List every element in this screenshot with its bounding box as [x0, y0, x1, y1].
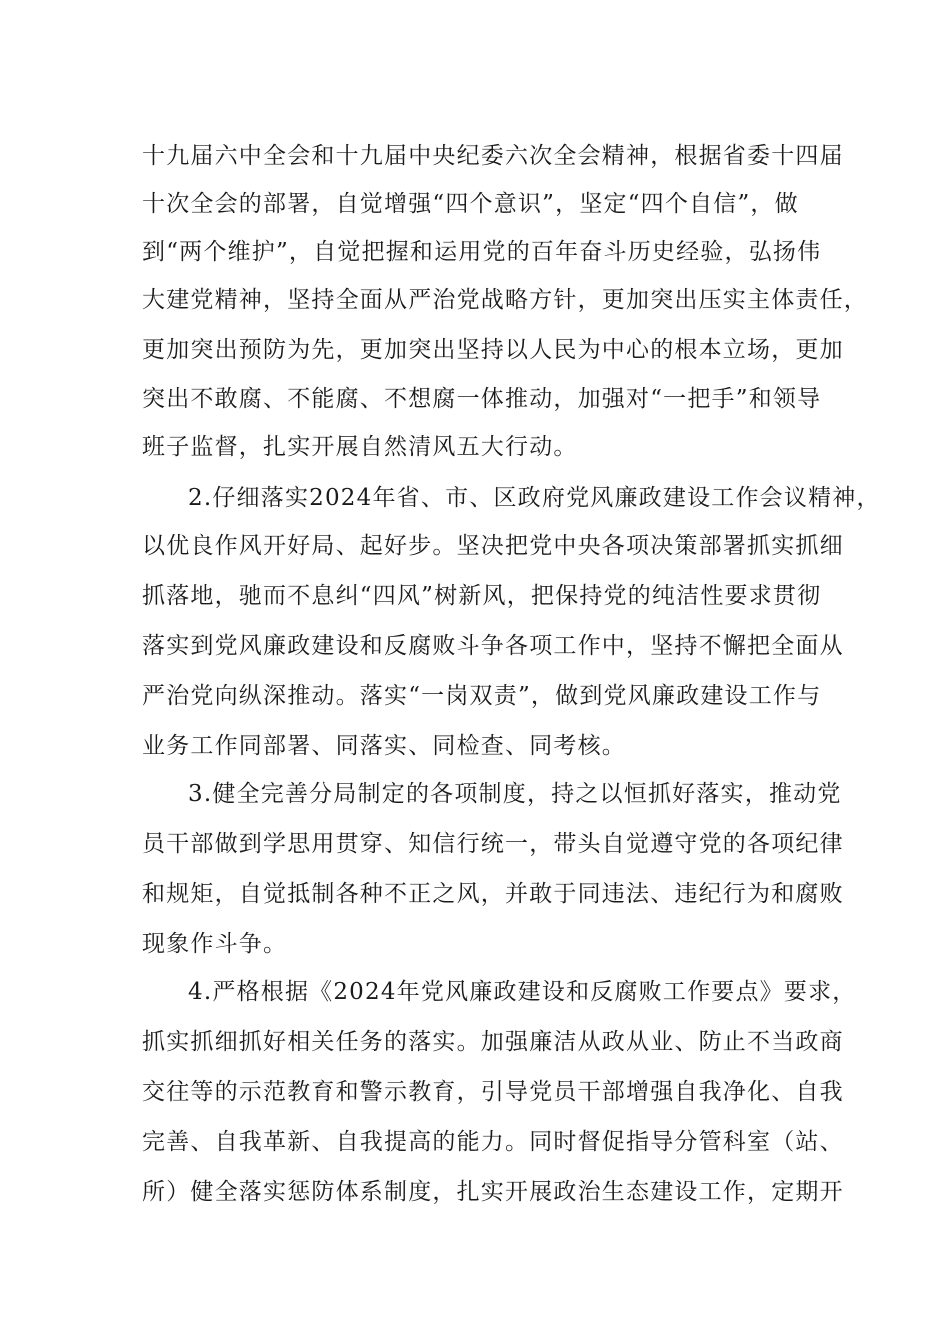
text-line: 抓实抓细抓好相关任务的落实。加强廉洁从政从业、防止不当政商	[142, 1029, 844, 1055]
text-line: 员干部做到学思用贯穿、知信行统一，带头自觉遵守党的各项纪律	[142, 831, 844, 857]
text-line: 以优良作风开好局、起好步。坚决把党中央各项决策部署抓实抓细	[142, 533, 844, 559]
text-line: 交往等的示范教育和警示教育，引导党员干部增强自我净化、自我	[142, 1079, 844, 1105]
text-line: 现象作斗争。	[142, 931, 288, 957]
text-line: 班子监督，扎实开展自然清风五大行动。	[142, 434, 578, 460]
paragraph-3-first-line: 3.健全完善分局制定的各项制度，持之以恒抓好落实，推动党	[188, 781, 842, 807]
text-line: 更加突出预防为先，更加突出坚持以人民为中心的根本立场，更加	[142, 337, 844, 363]
text-line: 抓落地，驰而不息纠“四风”树新风，把保持党的纯洁性要求贯彻	[142, 583, 822, 609]
text-line: 和规矩，自觉抵制各种不正之风，并敢于同违法、违纪行为和腐败	[142, 881, 844, 907]
text-line: 所）健全落实惩防体系制度，扎实开展政治生态建设工作，定期开	[142, 1179, 844, 1205]
text-line: 到“两个维护”，自觉把握和运用党的百年奋斗历史经验，弘扬伟	[142, 239, 822, 265]
paragraph-2-first-line: 2.仔细落实2024年省、市、区政府党风廉政建设工作会议精神，	[188, 485, 881, 511]
text-line: 完善、自我革新、自我提高的能力。同时督促指导分管科室（站、	[142, 1129, 844, 1155]
paragraph-4-first-line: 4.严格根据《2024年党风廉政建设和反腐败工作要点》要求，	[188, 979, 857, 1005]
text-line: 严治党向纵深推动。落实“一岗双责”，做到党风廉政建设工作与	[142, 683, 822, 709]
text-line: 大建党精神，坚持全面从严治党战略方针，更加突出压实主体责任，	[142, 287, 868, 313]
text-line: 业务工作同部署、同落实、同检查、同考核。	[142, 733, 626, 759]
text-line: 十九届六中全会和十九届中央纪委六次全会精神，根据省委十四届	[142, 143, 844, 169]
text-line: 突出不敢腐、不能腐、不想腐一体推动，加强对“一把手”和领导	[142, 386, 822, 412]
text-line: 十次全会的部署，自觉增强“四个意识”，坚定“四个自信”，做	[142, 191, 799, 217]
text-line: 落实到党风廉政建设和反腐败斗争各项工作中，坚持不懈把全面从	[142, 633, 844, 659]
